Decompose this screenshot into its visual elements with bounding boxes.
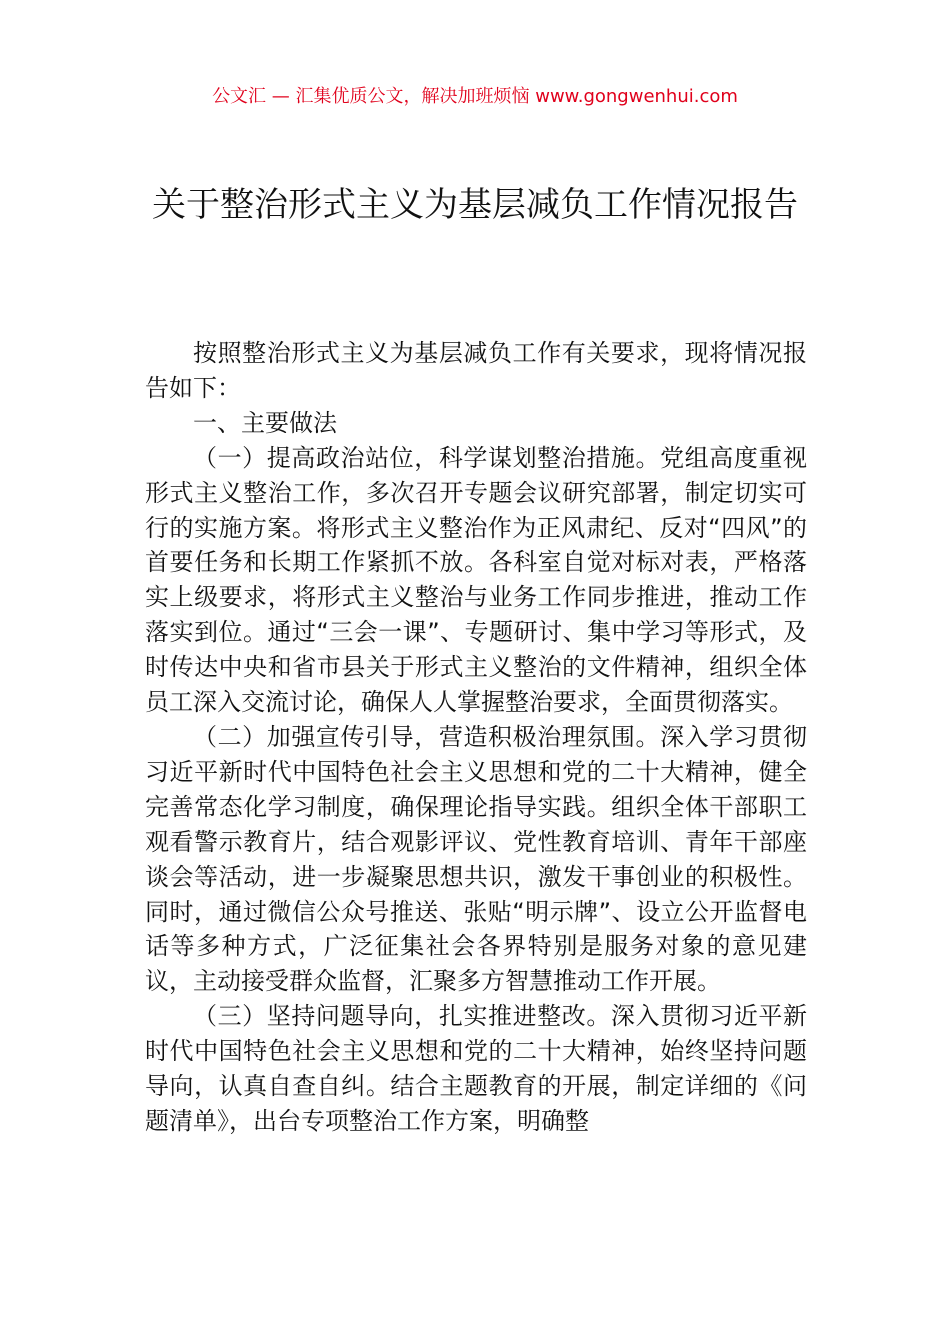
body-paragraph: （一）提高政治站位，科学谋划整治措施。党组高度重视形式主义整治工作，多次召开专题会议研究部署，制定切实可行的实施方案。将形式主义整治作为正风肃纪、反对“四风”的首要任务和长期工作紧抓不放。各科室自觉对标对表，严格落实上级要求，将形式主义整治与业务工作同步推进，推动工作落实到位。通过“三会一课”、专题研讨、集中学习等形式，及时传达中央和省市县关于形式主义整治的文件精神，组织全体员工深入交流讨论，确保人人掌握整治要求，全面贯彻落实。	[145, 443, 807, 717]
intro-paragraph: 按照整治形式主义为基层减负工作有关要求，现将情况报告如下：	[145, 339, 807, 402]
header-banner[interactable]: 公文汇 — 汇集优质公文，解决加班烦恼 www.gongwenhui.com	[212, 86, 738, 107]
body-paragraph: （三）坚持问题导向，扎实推进整改。深入贯彻习近平新时代中国特色社会主义思想和党的二十大精神，始终坚持问题导向，认真自查自纠。结合主题教育的开展，制定详细的《问题清单》，出台专项整治工作方案，明确整	[145, 1002, 807, 1135]
section-heading: 一、主要做法	[193, 408, 337, 437]
document-body	[145, 336, 807, 1139]
document-title: 关于整治形式主义为基层减负工作情况报告	[152, 185, 798, 225]
body-paragraph: （二）加强宣传引导，营造积极治理氛围。深入学习贯彻习近平新时代中国特色社会主义思想和党的二十大精神，健全完善常态化学习制度，确保理论指导实践。组织全体干部职工观看警示教育片，结合观影评议、党性教育培训、青年干部座谈会等活动，进一步凝聚思想共识，激发干事创业的积极性。同时，通过微信公众号推送、张贴“明示牌”、设立公开监督电话等多种方式，广泛征集社会各界特别是服务对象的意见建议，主动接受群众监督，汇聚多方智慧推动工作开展。	[145, 722, 807, 996]
